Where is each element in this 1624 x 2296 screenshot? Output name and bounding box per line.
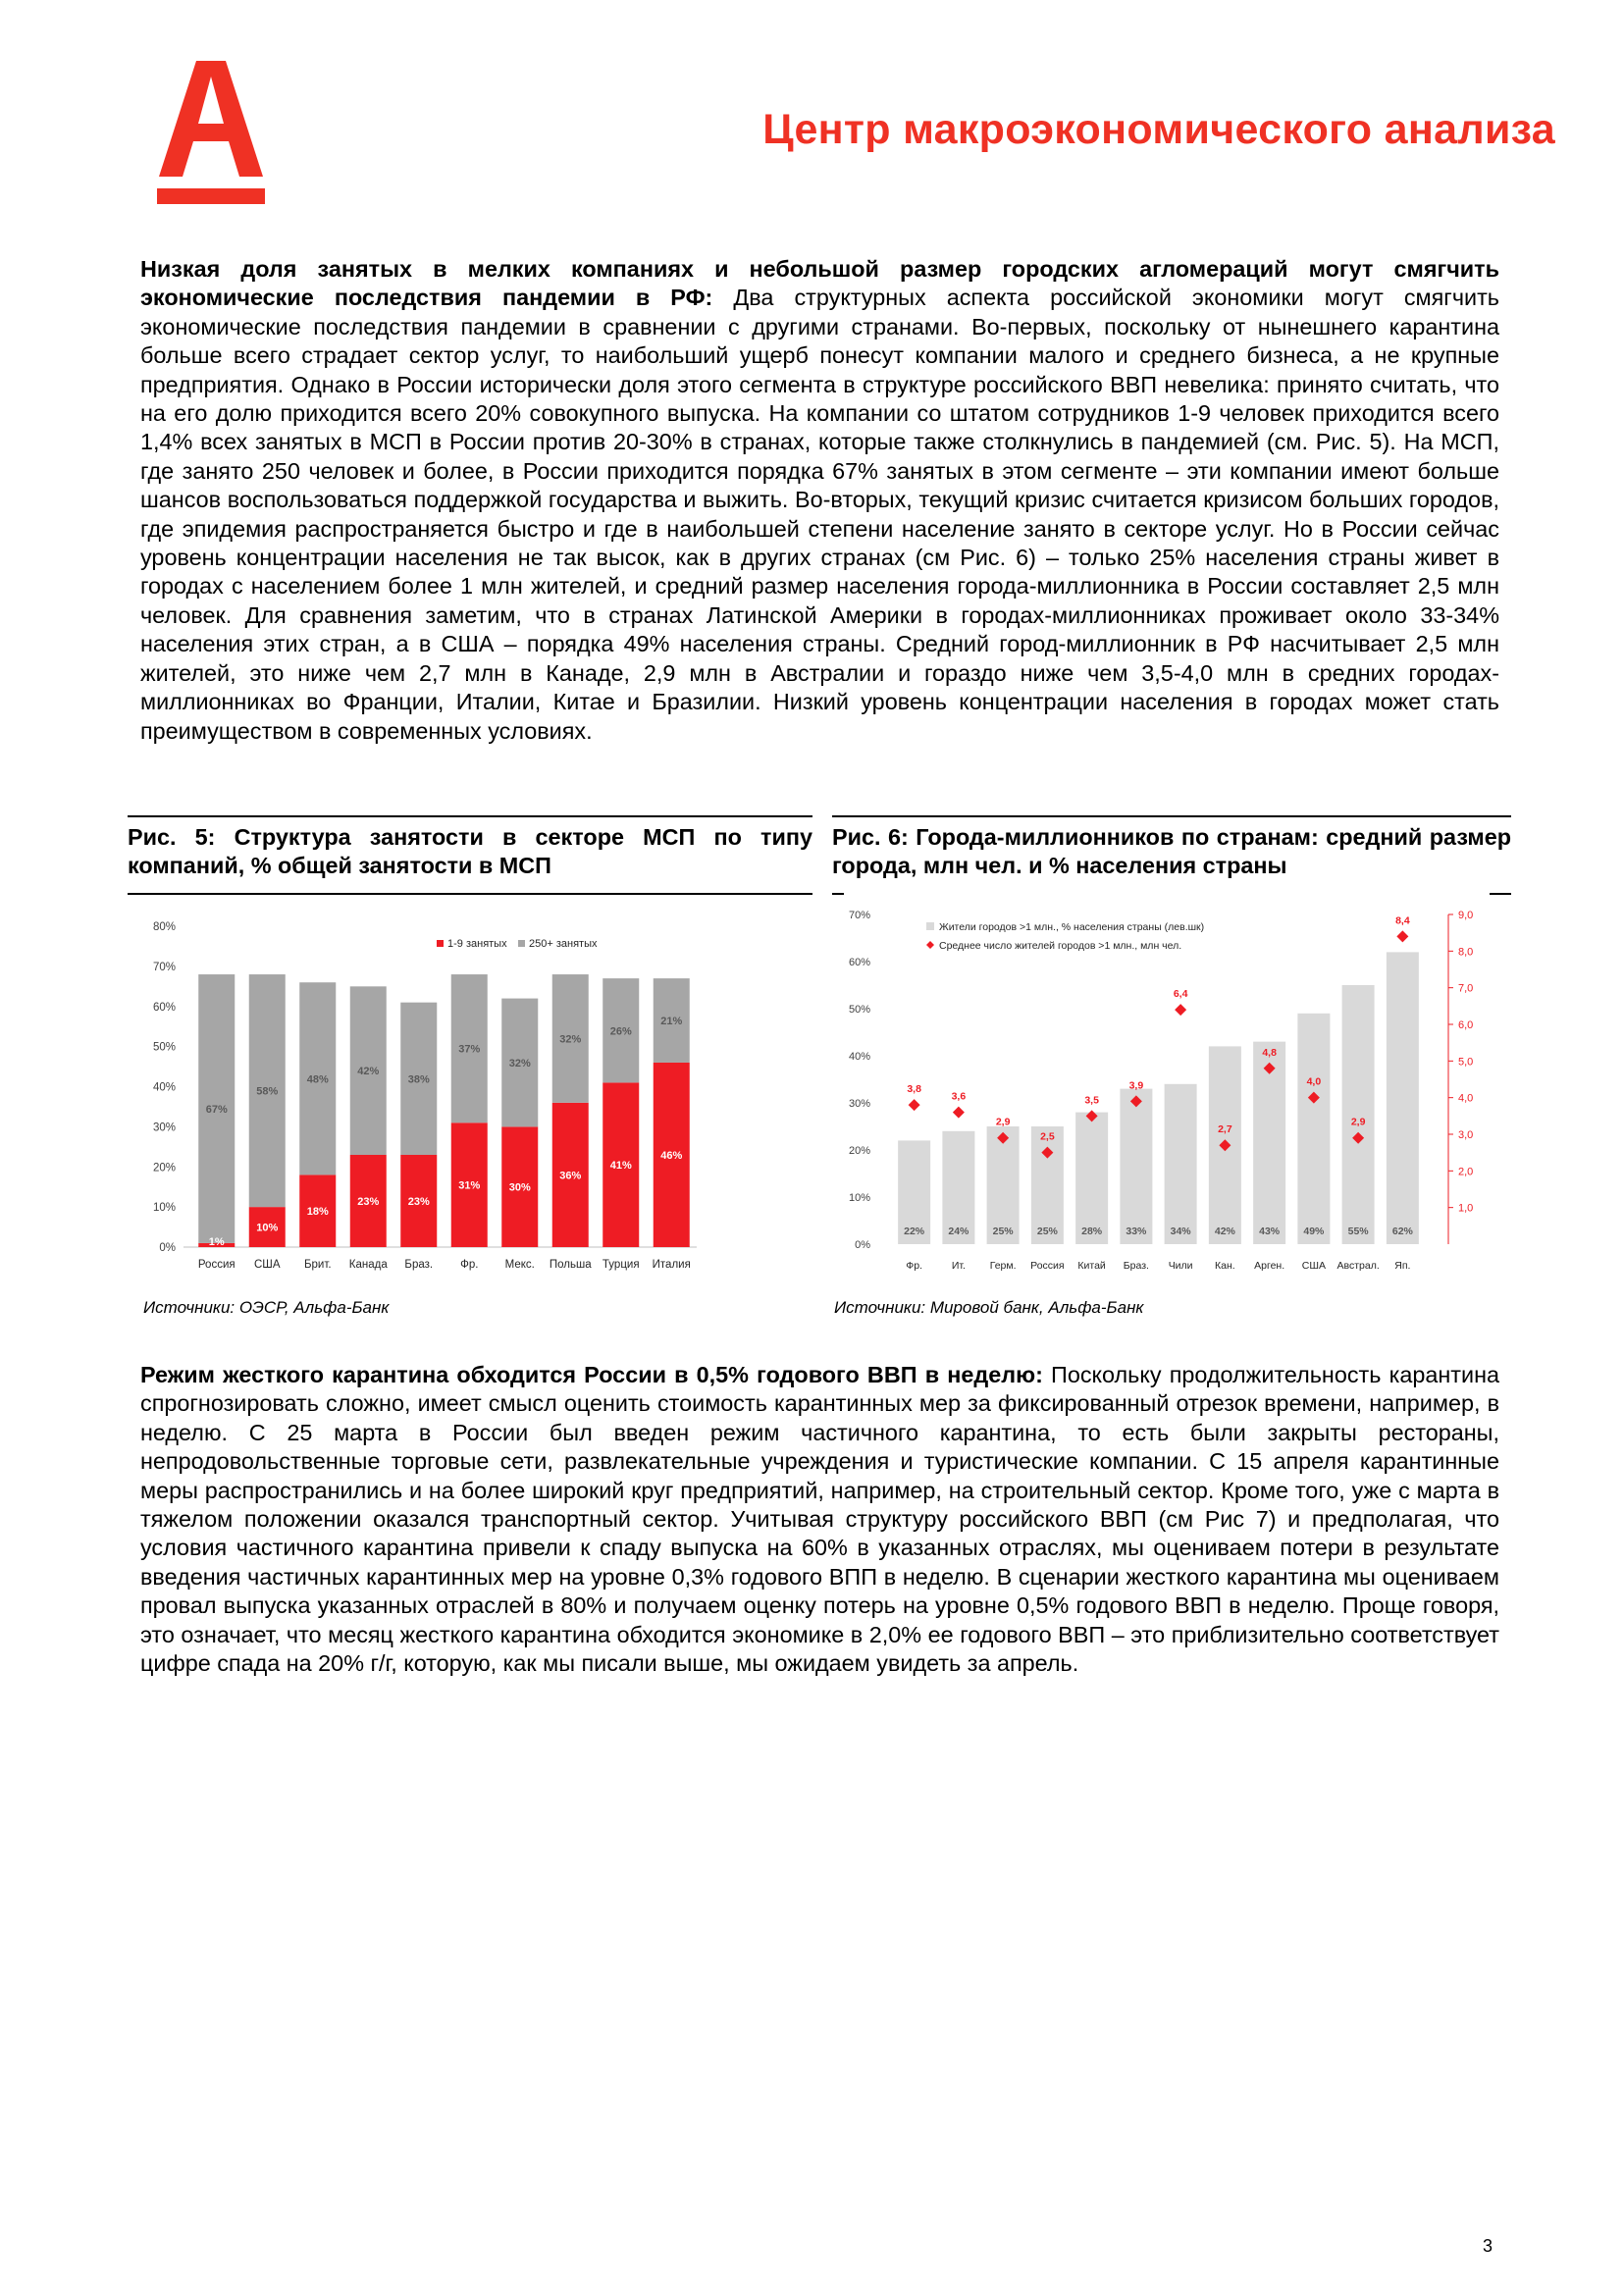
bar-population-share [1387,952,1419,1244]
x-tick-label: Россия [1030,1260,1065,1272]
data-label-population-share: 25% [1036,1226,1058,1237]
y-tick-label-right: 6,0 [1458,1019,1474,1031]
data-label-population-share: 42% [1214,1226,1235,1237]
fig5-bottom-rule [128,893,812,895]
data-label-1-9: 30% [508,1181,531,1194]
data-label-avg-city-size: 8,4 [1395,914,1410,927]
y-tick-label-left: 50% [848,1004,870,1016]
y-tick-label-right: 8,0 [1458,946,1474,959]
data-label-population-share: 33% [1126,1226,1147,1237]
data-label-population-share: 43% [1259,1226,1281,1237]
data-label-avg-city-size: 4,0 [1306,1075,1322,1088]
y-tick-label: 50% [152,1041,176,1054]
legend-label-1-9: 1-9 занятых [447,938,507,950]
y-tick-label-right: 5,0 [1458,1056,1474,1069]
data-label-250-plus: 32% [559,1033,582,1046]
alfa-bank-logo-icon [157,61,265,208]
data-label-population-share: 34% [1170,1226,1191,1237]
marker-avg-city-size [909,1099,920,1111]
fig6-source: Источники: Мировой банк, Альфа-Банк [834,1298,1144,1317]
paragraph-small-business [140,255,1499,746]
x-tick-label: Браз. [1123,1260,1149,1272]
data-label-avg-city-size: 2,7 [1218,1123,1232,1136]
y-tick-label: 30% [152,1122,176,1134]
y-tick-label-right: 1,0 [1458,1202,1474,1215]
fig6-bottom-rule-left [832,893,844,895]
data-label-population-share: 55% [1347,1226,1369,1237]
chart-sme-employment [137,911,756,1283]
paragraph-body: Два структурных аспекта российской экономики могут смягчить экономические последствия пандемии в сравнении с другими странами. Во-первых, поскольку от нынешнего карантина больше всего страдает сектор услуг, то наибольший ущерб понесут компании малого и среднего бизнеса, а не крупные предприятия. Однако в России исторически доля этого сегмента в структуре российского ВВП невелика: принято считать, что на его долю приходится всего 20% совокупного выпуска. На компании со штатом сотрудников 1-9 человек приходится всего 1,4% всех занятых в МСП в России против 20-30% в странах, которые также столкнулись в пандемией (см. Рис. 5). На МСП, где занято 250 человек и более, в России приходится порядка 67% занятых в этом сегменте – эти компании имеют больше шансов воспользоваться поддержкой государства и выжить. Во-вторых, текущий кризис считается кризисом больших городов, где эпидемия распространяется быстро и где в наибольшей степени население занято в секторе услуг. Но в России сейчас уровень концентрации населения не так высок, как в других странах (см Рис. 6) – только 25% населения страны живет в городах с населением более 1 млн жителей, и средний размер населения города-миллионника в России составляет 2,5 млн человек. Для сравнения заметим, что в странах Латинской Америки в городах-миллионниках проживает около 33-34% населения этих стран, а в США – порядка 49% населения страны. Средний город-миллионник в РФ насчитывает 2,5 млн жителей, это ниже чем 2,7 млн в Канаде, 2,9 млн в Австралии и гораздо ниже чем 3,5-4,0 млн в средних городах-миллионниках во Франции, Италии, Китае и Бразилии. Низкий уровень концентрации населения в городах может стать преимуществом в современных условиях. [140,285,1499,744]
legend-marker-avg-city-size [926,941,934,949]
x-tick-label: Герм. [989,1260,1017,1272]
marker-avg-city-size [953,1107,965,1119]
y-tick-label-left: 10% [848,1192,870,1204]
data-label-avg-city-size: 2,9 [995,1116,1011,1128]
legend-label-avg-city-size: Среднее число жителей городов >1 млн., млн чел. [939,940,1182,952]
data-label-avg-city-size: 2,5 [1040,1130,1055,1143]
data-label-250-plus: 42% [357,1066,380,1078]
y-tick-label-left: 20% [848,1145,870,1157]
data-label-250-plus: 58% [256,1085,279,1098]
paragraph-quarantine-cost [140,1361,1499,1678]
y-tick-label: 60% [152,1001,176,1014]
x-tick-label: Арген. [1254,1260,1285,1272]
data-label-250-plus: 37% [458,1043,481,1056]
legend-label-population-share: Жители городов >1 млн., % населения страны (лев.шк) [939,921,1205,933]
data-label-avg-city-size: 2,9 [1350,1116,1366,1128]
x-tick-label: Фр. [906,1260,922,1272]
legend-swatch-population-share [926,922,934,930]
y-tick-label-right: 3,0 [1458,1129,1474,1141]
x-tick-label: Италия [652,1259,691,1271]
marker-avg-city-size [1175,1004,1186,1016]
page-title: Центр макроэкономического анализа [762,106,1555,153]
y-tick-label-left: 30% [848,1098,870,1110]
data-label-250-plus: 21% [660,1016,683,1028]
data-label-1-9: 23% [407,1195,430,1208]
x-tick-label: Брит. [303,1259,332,1271]
y-tick-label-right: 9,0 [1458,910,1474,921]
x-tick-label: США [1301,1260,1326,1272]
data-label-1-9: 46% [660,1149,683,1162]
x-tick-label: Канада [348,1259,388,1271]
x-tick-label: Яп. [1394,1260,1411,1272]
x-tick-label: Россия [197,1259,236,1271]
y-tick-label-right: 7,0 [1458,982,1474,995]
data-label-avg-city-size: 3,8 [907,1083,921,1096]
y-tick-label-left: 0% [855,1239,870,1251]
data-label-250-plus: 26% [609,1025,632,1038]
y-tick-label: 20% [152,1162,176,1174]
fig5-title: Рис. 5: Структура занятости в секторе МСП по типу компаний, % общей занятости в МСП [128,824,812,879]
data-label-1-9: 31% [458,1179,481,1192]
x-tick-label: Китай [1077,1260,1106,1272]
y-tick-label-left: 70% [848,910,870,921]
chart-million-cities [836,903,1503,1283]
data-label-250-plus: 48% [306,1073,329,1086]
x-tick-label: Фр. [460,1259,479,1271]
paragraph-lead: Низкая доля занятых в мелких компаниях и небольшой размер городских агломераций могут смягчить экономические последствия пандемии в РФ: [140,256,1499,311]
y-tick-label: 80% [152,921,176,933]
y-tick-label: 70% [152,961,176,973]
data-label-1-9: 41% [609,1160,632,1173]
fig5-top-rule [128,815,812,817]
data-label-1-9: 1% [208,1235,225,1248]
x-tick-label: Польша [549,1259,592,1271]
data-label-population-share: 22% [904,1226,925,1237]
bar-population-share [1165,1084,1197,1244]
bar-population-share [1120,1089,1152,1244]
data-label-population-share: 24% [948,1226,969,1237]
x-tick-label: Кан. [1215,1260,1235,1272]
page-number: 3 [1483,2236,1493,2256]
fig6-top-rule [832,815,1511,817]
x-tick-label: Австрал. [1336,1260,1380,1272]
data-label-1-9: 18% [306,1206,329,1219]
x-tick-label: Браз. [404,1259,434,1271]
data-label-avg-city-size: 3,6 [951,1090,967,1103]
data-label-250-plus: 38% [407,1073,430,1086]
x-tick-label: Турция [602,1259,640,1271]
y-tick-label: 10% [152,1202,176,1215]
x-tick-label: Ит. [951,1260,966,1272]
y-tick-label-right: 4,0 [1458,1092,1474,1105]
bar-population-share [1342,985,1375,1244]
data-label-avg-city-size: 3,9 [1128,1079,1144,1092]
y-tick-label-right: 2,0 [1458,1166,1474,1178]
data-label-avg-city-size: 6,4 [1173,988,1188,1001]
y-tick-label-left: 60% [848,957,870,968]
legend-swatch-1-9 [437,940,444,947]
data-label-avg-city-size: 3,5 [1084,1094,1099,1107]
y-tick-label: 40% [152,1081,176,1094]
data-label-population-share: 49% [1303,1226,1325,1237]
fig5-source: Источники: ОЭСР, Альфа-Банк [143,1298,390,1317]
x-tick-label: США [253,1259,281,1271]
data-label-population-share: 62% [1391,1226,1413,1237]
data-label-population-share: 25% [992,1226,1014,1237]
legend-swatch-250-plus [518,940,525,947]
bar-population-share [1075,1113,1108,1244]
data-label-1-9: 36% [559,1170,582,1182]
data-label-avg-city-size: 4,8 [1262,1046,1277,1059]
marker-avg-city-size [1396,930,1408,942]
data-label-250-plus: 67% [205,1103,228,1116]
data-label-population-share: 28% [1081,1226,1103,1237]
paragraph-body: Поскольку продолжительность карантина спрогнозировать сложно, имеет смысл оценить стоимость карантинных мер за фиксированный отрезок времени, например, в неделю. С 25 марта в России был введен режим частичного карантина, то есть были закрыты рестораны, непродовольственные торговые сети, развлекательные учреждения и туристические компании. С 15 апреля карантинные меры распространились и на более широкий круг предприятий, например, на строительный сектор. Кроме того, уже с марта в тяжелом положении оказался транспортный сектор. Учитывая структуру российского ВВП (см Рис 7) и предполагая, что условия частичного карантина привели к спаду выпуска на 60% в указанных отраслях, мы оцениваем потери в результате введения частичных карантинных мер на уровне 0,3% годового ВПП в неделю. В сценарии жесткого карантина мы оцениваем провал выпуска указанных отраслей в 80% и получаем оценку потерь на уровне 0,5% годового ВВП в неделю. Проще говоря, это означает, что месяц жесткого карантина обходится экономике в 2,0% ее годового ВВП – это приблизительно соответствует цифре спада на 20% г/г, которую, как мы писали выше, мы ожидаем увидеть за апрель. [140,1362,1499,1677]
bar-population-share [1297,1014,1330,1244]
legend-label-250-plus: 250+ занятых [529,938,598,950]
data-label-250-plus: 32% [508,1057,531,1070]
data-label-1-9: 10% [256,1222,279,1234]
x-tick-label: Чили [1168,1260,1193,1272]
x-tick-label: Мекс. [504,1259,535,1271]
paragraph-lead: Режим жесткого карантина обходится России в 0,5% годового ВВП в неделю: [140,1362,1043,1387]
fig6-title: Рис. 6: Города-миллионников по странам: средний размер города, млн чел. и % населения страны [832,824,1511,879]
data-label-1-9: 23% [357,1195,380,1208]
y-tick-label-left: 40% [848,1051,870,1063]
fig6-bottom-rule-right [1490,893,1511,895]
y-tick-label: 0% [159,1242,176,1254]
